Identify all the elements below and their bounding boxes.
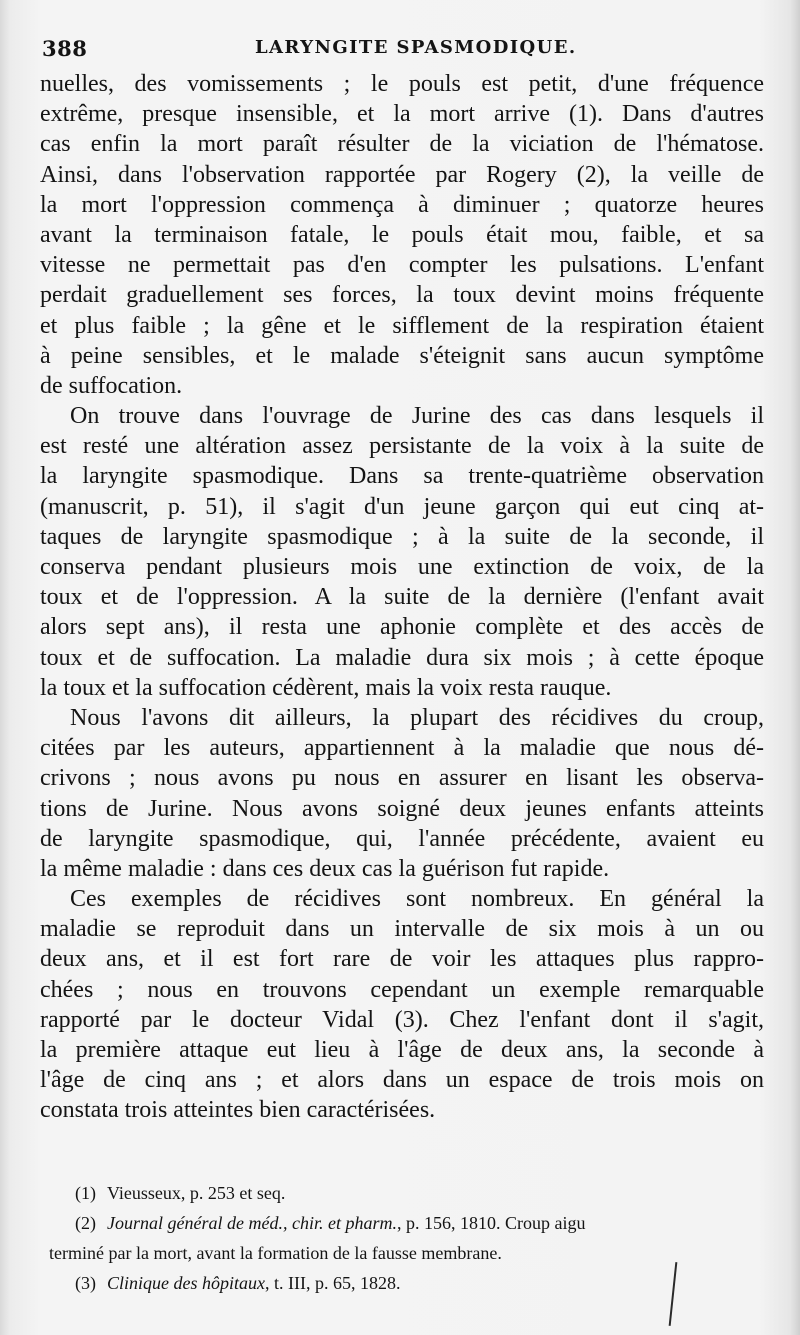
text-line: chées ; nous en trouvons cependant un exemple remarquable	[40, 976, 764, 1003]
text-line: à peine sensibles, et le malade s'éteignit sans aucun symptôme	[40, 342, 764, 369]
footnote-source-title: Clinique des hôpitaux	[107, 1273, 265, 1293]
text-line: la toux et la suffocation cédèrent, mais la voix resta rauque.	[40, 674, 612, 701]
footnotes	[49, 1178, 765, 1298]
text-line: extrême, presque insensible, et la mort arrive (1). Dans d'autres	[40, 101, 764, 128]
text-line: crivons ; nous avons pu nous en assurer en lisant les observa-	[40, 765, 764, 792]
footnote-2	[75, 1208, 765, 1238]
text-line: maladie se reproduit dans un intervalle de six mois à un ou	[40, 916, 764, 943]
text-line: toux et de suffocation. La maladie dura six mois ; à cette époque	[40, 644, 764, 671]
footnote-text: Vieusseux, p. 253 et seq.	[107, 1183, 286, 1203]
text-line: et plus faible ; la gêne et le sifflement de la respiration étaient	[40, 312, 764, 339]
running-title: LARYNGITE SPASMODIQUE.	[255, 37, 577, 58]
text-line: l'âge de cinq ans ; et alors dans un espace de trois mois on	[40, 1067, 764, 1094]
footnote-text: , p. 156, 1810. Croup aigu	[396, 1213, 586, 1233]
paragraph-start: On trouve dans l'ouvrage de Jurine des cas dans lesquels il	[70, 403, 764, 430]
body-text	[40, 69, 764, 1126]
text-line: la laryngite spasmodique. Dans sa trente-quatrième observation	[40, 463, 764, 490]
paragraph-start: Nous l'avons dit ailleurs, la plupart des récidives du croup,	[70, 704, 764, 731]
text-line: perdait graduellement ses forces, la toux devint moins fréquente	[40, 282, 764, 309]
text-line: la même maladie : dans ces deux cas la guérison fut rapide.	[40, 855, 610, 882]
text-line: Ainsi, dans l'observation rapportée par Rogery (2), la veille de	[40, 161, 764, 188]
footnote-2-continuation: terminé par la mort, avant la formation de la fausse membrane.	[49, 1243, 502, 1263]
text-line: citées par les auteurs, appartiennent à la maladie que nous dé-	[40, 735, 764, 762]
text-line: conserva pendant plusieurs mois une extinction de voix, de la	[40, 554, 764, 580]
text-line: la mort l'oppression commença à diminuer ; quatorze heures	[40, 191, 764, 218]
text-line: est resté une altération assez persistante de la voix à la suite de	[40, 433, 764, 460]
text-line: alors sept ans), il resta une aphonie complète et des accès de	[40, 614, 764, 641]
text-line: vitesse ne permettait pas d'en compter les pulsations. L'enfant	[40, 252, 764, 279]
footnote-1	[75, 1178, 765, 1208]
footnote-source-title: Journal général de méd., chir. et pharm.	[107, 1213, 397, 1233]
footnote-mark: (2)	[75, 1213, 96, 1233]
footnote-3	[75, 1268, 765, 1298]
text-line: constata trois atteintes bien caractérisées.	[40, 1097, 436, 1124]
text-line: (manuscrit, p. 51), il s'agit d'un jeune garçon qui eut cinq at-	[40, 493, 764, 520]
paragraph-start: Ces exemples de récidives sont nombreux. En général la	[70, 886, 764, 913]
text-line: avant la terminaison fatale, le pouls était mou, faible, et sa	[40, 221, 764, 248]
text-line: nuelles, des vomissements ; le pouls est petit, d'une fréquence	[40, 71, 764, 97]
page-number: 388	[42, 36, 88, 61]
text-line: tions de Jurine. Nous avons soigné deux jeunes enfants atteints	[40, 795, 764, 822]
footnote-mark: (3)	[75, 1273, 96, 1293]
text-line: toux et de l'oppression. A la suite de la dernière (l'enfant avait	[40, 584, 764, 611]
text-line: taques de laryngite spasmodique ; à la suite de la seconde, il	[40, 523, 764, 550]
text-line: deux ans, et il est fort rare de voir les attaques plus rappro-	[40, 946, 764, 973]
text-line: cas enfin la mort paraît résulter de la viciation de l'hématose.	[40, 131, 764, 158]
footnote-mark: (1)	[75, 1183, 96, 1203]
text-line: rapporté par le docteur Vidal (3). Chez l'enfant dont il s'agit,	[40, 1006, 764, 1033]
text-line: de suffocation.	[40, 372, 183, 399]
text-line: la première attaque eut lieu à l'âge de deux ans, la seconde à	[40, 1037, 764, 1063]
page-header	[42, 36, 760, 66]
text-line: de laryngite spasmodique, qui, l'année précédente, avaient eu	[40, 825, 764, 852]
footnote-text: , t. III, p. 65, 1828.	[264, 1273, 401, 1293]
